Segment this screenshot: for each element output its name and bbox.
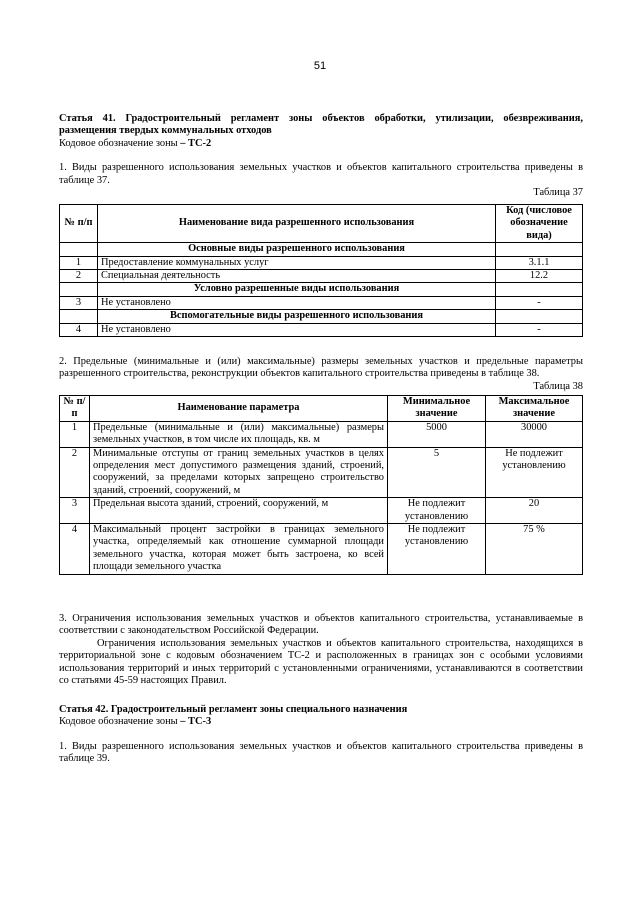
header-number: № п/п (60, 396, 90, 422)
row-max: 20 (486, 498, 583, 524)
row-code: - (496, 323, 583, 336)
section-row (60, 243, 583, 256)
row-number: 3 (60, 498, 90, 524)
row-number: 1 (60, 421, 90, 447)
table-header-row (60, 205, 583, 243)
table-row (60, 524, 583, 575)
zone-code-line (59, 716, 583, 728)
row-name: Предельные (минимальные и (или) максимальные) размеры земельных участков, в том числе их площадь, кв. м (90, 421, 388, 447)
zone-code-value: – ТС-2 (180, 137, 212, 149)
table-37-caption: Таблица 37 (533, 187, 583, 199)
header-number: № п/п (60, 205, 98, 243)
zone-code-label: Кодовое обозначение зоны (59, 137, 178, 149)
row-max: Не подлежит установлению (486, 447, 583, 498)
row-name: Минимальные отступы от границ земельных участков в целях определения мест допустимого размещения зданий, строений, сооружений, за пределами которых запрещено строительство зданий, строений, сооружений, м (90, 447, 388, 498)
paragraph-3: 3. Ограничения использования земельных участков и объектов капитального строительства, устанавливаемые в соответствии с законодательством Российской Федерации. (59, 613, 583, 637)
empty-cell (60, 243, 98, 256)
table-row (60, 270, 583, 283)
table-row (60, 256, 583, 269)
article-42-title: Статья 42. Градостроительный регламент зоны специального назначения (59, 704, 408, 715)
paragraph-4: Ограничения использования земельных участков и объектов капитального строительства, находящихся в территориальной зоне с кодовым обозначением ТС-2 и расположенных в границах зон с особыми условиями использования территорий и иных территорий с установленными ограничениями, устанавливаются в соответствии со статьями 45-59 настоящих Правил. (59, 637, 583, 687)
row-code: 3.1.1 (496, 256, 583, 269)
row-name: Максимальный процент застройки в границах земельного участка, определяемый как отношение суммарной площади земельного участка, которая может быть застроена, ко всей площади земельного участка (90, 524, 388, 575)
table-row (60, 323, 583, 336)
table-row (60, 296, 583, 309)
table-row (60, 498, 583, 524)
article-41-title: Статья 41. Градостроительный регламент зоны объектов обработки, утилизации, обезвреживания, размещения твердых коммунальных отходов (59, 113, 583, 137)
page-number: 51 (313, 60, 327, 72)
table-header-row (60, 396, 583, 422)
row-min: Не подлежит установлению (388, 524, 486, 575)
table-row (60, 421, 583, 447)
row-min: 5 (388, 447, 486, 498)
paragraph-2-block (59, 356, 583, 393)
empty-cell (496, 243, 583, 256)
row-name: Специальная деятельность (98, 270, 496, 283)
row-max: 30000 (486, 421, 583, 447)
section-row (60, 310, 583, 323)
table-38 (59, 395, 583, 575)
section-row (60, 283, 583, 296)
row-name: Не установлено (98, 323, 496, 336)
section-title: Основные виды разрешенного использования (98, 243, 496, 256)
row-max: 75 % (486, 524, 583, 575)
row-name: Предельная высота зданий, строений, сооружений, м (90, 498, 388, 524)
empty-cell (496, 310, 583, 323)
empty-cell (496, 283, 583, 296)
zone-code-value: – ТС-3 (180, 716, 212, 728)
row-number: 4 (60, 323, 98, 336)
empty-cell (60, 283, 98, 296)
header-max: Максимальное значение (486, 396, 583, 422)
row-number: 2 (60, 447, 90, 498)
section-title: Вспомогательные виды разрешенного использования (98, 310, 496, 323)
header-min: Минимальное значение (388, 396, 486, 422)
article-42-header (59, 704, 583, 766)
row-name: Предоставление коммунальных услуг (98, 256, 496, 269)
row-number: 4 (60, 524, 90, 575)
row-min: 5000 (388, 421, 486, 447)
paragraph-1: 1. Виды разрешенного использования земельных участков и объектов капитального строительства приведены в таблице 39. (59, 740, 583, 765)
zone-code-line (59, 138, 583, 150)
paragraph-3-block (59, 613, 583, 687)
empty-cell (60, 310, 98, 323)
table-38-caption: Таблица 38 (533, 380, 583, 392)
section-title: Условно разрешенные виды использования (98, 283, 496, 296)
header-code: Код (числовое обозначение вида) (496, 205, 583, 243)
table-row (60, 447, 583, 498)
row-code: - (496, 296, 583, 309)
row-name: Не установлено (98, 296, 496, 309)
paragraph-1: 1. Виды разрешенного использования земельных участков и объектов капитального строительства приведены в таблице 37. (59, 162, 583, 186)
zone-code-label: Кодовое обозначение зоны (59, 716, 178, 728)
row-code: 12.2 (496, 270, 583, 283)
table-38-wrapper (59, 395, 583, 575)
header-name: Наименование вида разрешенного использования (98, 205, 496, 243)
row-number: 2 (60, 270, 98, 283)
table-37-wrapper (59, 204, 583, 337)
header-parameter: Наименование параметра (90, 396, 388, 422)
row-min: Не подлежит установлению (388, 498, 486, 524)
table-37 (59, 204, 583, 337)
row-number: 1 (60, 256, 98, 269)
article-41-header (59, 113, 583, 199)
paragraph-2: 2. Предельные (минимальные и (или) максимальные) размеры земельных участков и предельные параметры разрешенного строительства, реконструкции объектов капитального строительства приведены в таблице 38. (59, 356, 583, 380)
row-number: 3 (60, 296, 98, 309)
